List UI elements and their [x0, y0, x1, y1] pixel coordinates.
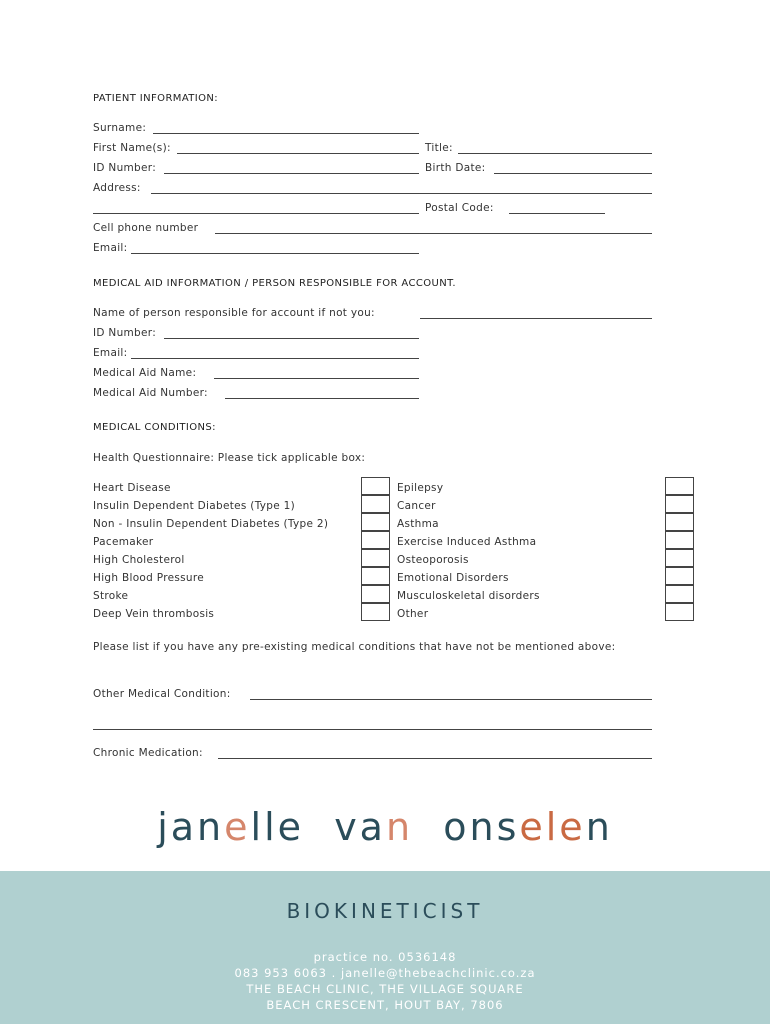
condition-label-right-5: Emotional Disorders: [397, 572, 509, 584]
cell-label: Cell phone number: [93, 222, 199, 234]
logo-part-1: jan: [157, 805, 225, 849]
address-field[interactable]: [151, 193, 652, 194]
condition-label-right-6: Musculoskeletal disorders: [397, 590, 540, 602]
aid-id-label: ID Number:: [93, 327, 157, 339]
cell-row: [93, 221, 653, 235]
condition-checkbox-left-5[interactable]: [361, 567, 390, 585]
aid-id-field[interactable]: [164, 338, 419, 339]
first-names-field[interactable]: [177, 153, 419, 154]
other-condition-row-2: [93, 717, 653, 731]
cell-field[interactable]: [215, 233, 652, 234]
logo-part-8: n: [585, 805, 613, 849]
aid-number-row: [93, 386, 423, 400]
chronic-medication-row: [93, 746, 653, 760]
profession-title: BIOKINETICIST: [286, 899, 484, 923]
condition-checkbox-right-3[interactable]: [665, 531, 694, 549]
patient-section-title: PATIENT INFORMATION:: [93, 93, 219, 104]
condition-label-left-1: Insulin Dependent Diabetes (Type 1): [93, 500, 296, 512]
other-condition-field[interactable]: [250, 699, 652, 700]
address-line-1: THE BEACH CLINIC, THE VILLAGE SQUARE: [246, 982, 524, 996]
logo-part-3: lle: [250, 805, 305, 849]
condition-checkbox-left-7[interactable]: [361, 603, 390, 621]
id-number-field[interactable]: [164, 173, 419, 174]
footer-band: [0, 871, 770, 1024]
condition-label-right-1: Cancer: [397, 500, 436, 512]
title-label: Title:: [425, 142, 453, 154]
condition-checkbox-left-2[interactable]: [361, 513, 390, 531]
condition-label-right-7: Other: [397, 608, 429, 620]
condition-label-right-4: Osteoporosis: [397, 554, 469, 566]
first-names-label: First Name(s):: [93, 142, 171, 154]
condition-checkbox-left-1[interactable]: [361, 495, 390, 513]
aid-email-field[interactable]: [131, 358, 419, 359]
aid-number-label: Medical Aid Number:: [93, 387, 208, 399]
condition-checkbox-right-2[interactable]: [665, 513, 694, 531]
email-row: [93, 241, 423, 255]
chronic-medication-field[interactable]: [218, 758, 652, 759]
questionnaire-row: [93, 451, 593, 465]
condition-checkbox-left-0[interactable]: [361, 477, 390, 495]
conditions-section-title: MEDICAL CONDITIONS:: [93, 422, 216, 433]
condition-checkbox-left-4[interactable]: [361, 549, 390, 567]
logo-part-7: ele: [519, 805, 586, 849]
postal-code-field[interactable]: [509, 213, 605, 214]
please-list-text: Please list if you have any pre-existing medical conditions that have not be mentioned above:: [93, 641, 616, 653]
condition-label-left-6: Stroke: [93, 590, 129, 602]
address-line-2: BEACH CRESCENT, HOUT BAY, 7806: [266, 998, 504, 1012]
condition-checkbox-right-1[interactable]: [665, 495, 694, 513]
aid-number-field[interactable]: [225, 398, 419, 399]
questionnaire-label: Health Questionnaire: Please tick applicable box:: [93, 452, 366, 464]
id-birth-row: [93, 161, 653, 175]
contact-line: 083 953 6063 . janelle@thebeachclinic.co.za: [234, 966, 536, 980]
aid-name-label: Medical Aid Name:: [93, 367, 197, 379]
address-postal-row: [93, 201, 653, 215]
address-row: [93, 181, 653, 195]
condition-checkbox-right-6[interactable]: [665, 585, 694, 603]
birth-date-label: Birth Date:: [425, 162, 486, 174]
id-number-label: ID Number:: [93, 162, 157, 174]
first-names-row: [93, 141, 653, 155]
responsible-field[interactable]: [420, 318, 652, 319]
aid-email-row: [93, 346, 423, 360]
condition-label-right-2: Asthma: [397, 518, 439, 530]
condition-checkbox-left-6[interactable]: [361, 585, 390, 603]
chronic-medication-label: Chronic Medication:: [93, 747, 203, 759]
aid-id-row: [93, 326, 423, 340]
condition-label-left-2: Non - Insulin Dependent Diabetes (Type 2): [93, 518, 329, 530]
practice-number: practice no. 0536148: [313, 950, 457, 964]
logo-part-2: e: [224, 805, 251, 849]
surname-label: Surname:: [93, 122, 147, 134]
condition-label-left-3: Pacemaker: [93, 536, 154, 548]
email-label: Email:: [93, 242, 128, 254]
brand-logo: [0, 805, 770, 849]
condition-label-right-0: Epilepsy: [397, 482, 444, 494]
condition-checkbox-right-7[interactable]: [665, 603, 694, 621]
address-label: Address:: [93, 182, 141, 194]
responsible-row: [93, 306, 653, 320]
title-field[interactable]: [458, 153, 652, 154]
email-field[interactable]: [131, 253, 419, 254]
condition-checkbox-right-0[interactable]: [665, 477, 694, 495]
condition-label-right-3: Exercise Induced Asthma: [397, 536, 537, 548]
aid-name-field[interactable]: [214, 378, 419, 379]
responsible-label: Name of person responsible for account if not you:: [93, 307, 375, 319]
logo-part-6: ons: [443, 805, 520, 849]
condition-label-left-7: Deep Vein thrombosis: [93, 608, 215, 620]
condition-label-left-5: High Blood Pressure: [93, 572, 204, 584]
other-condition-row: [93, 687, 653, 701]
birth-date-field[interactable]: [494, 173, 652, 174]
aid-email-label: Email:: [93, 347, 128, 359]
condition-label-left-0: Heart Disease: [93, 482, 171, 494]
logo-part-5: n: [385, 805, 414, 849]
other-condition-field-2[interactable]: [93, 729, 652, 730]
surname-field[interactable]: [153, 133, 419, 134]
logo-part-4: va: [334, 805, 386, 849]
surname-row: [93, 121, 423, 135]
condition-checkbox-right-5[interactable]: [665, 567, 694, 585]
postal-code-label: Postal Code:: [425, 202, 494, 214]
condition-checkbox-right-4[interactable]: [665, 549, 694, 567]
aid-name-row: [93, 366, 423, 380]
condition-label-left-4: High Cholesterol: [93, 554, 185, 566]
address-line-2-field[interactable]: [93, 213, 419, 214]
condition-checkbox-left-3[interactable]: [361, 531, 390, 549]
medical-aid-section-title: MEDICAL AID INFORMATION / PERSON RESPONSIBLE FOR ACCOUNT.: [93, 278, 457, 289]
other-condition-label: Other Medical Condition:: [93, 688, 231, 700]
